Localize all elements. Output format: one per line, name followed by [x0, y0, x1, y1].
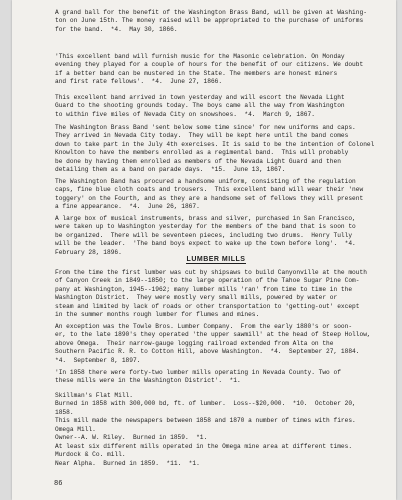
text-line: er, to the late 1890's they operated 'the upper sawmill' at the head of Steep Hollow,	[55, 331, 371, 339]
section-heading	[55, 256, 377, 264]
text-line: Skillman's Flat Mill.	[55, 392, 133, 399]
text-line: This mill made the newspapers between 1858 and 1870 a number of times with fires.	[55, 417, 356, 425]
text-line: 'In 1858 there were forty-two lumber mills operating in Nevada County. Two of	[55, 369, 341, 376]
text-line: Near Alpha. Burned in 1859. *11. *1.	[55, 459, 200, 467]
text-line: down to take part in the July 4th exercises. It is said to be the intention of Colonel	[55, 140, 375, 148]
paragraph-instruments	[55, 215, 377, 257]
text-line: Washington District. They were mostly very small mills, powered by water or	[55, 294, 338, 302]
text-line: detailing them as a band on parade days. *15. June 13, 1867.	[55, 166, 286, 174]
paragraph-1858-mills	[55, 369, 377, 386]
page-number: 86	[54, 480, 63, 488]
text-line: in the summer months rough lumber for flumes and mines.	[55, 311, 260, 319]
text-line: for the band. *4. May 30, 1866.	[55, 25, 178, 33]
paragraph-light-guard	[55, 94, 377, 119]
text-line: Burned in 1858 with 300,000 bd, ft. of lumber. Loss--$20,000. *10. October 20,	[55, 400, 356, 408]
text-line: At least six different mills operated in the Omega mine area at different times.	[55, 442, 353, 450]
text-line: and first rate fellows'. *4. June 27, 1866.	[55, 78, 223, 86]
text-line: Owner--A. W. Riley. Burned in 1859. *1.	[55, 434, 208, 442]
text-line: Omega Mill.	[55, 425, 96, 433]
text-line: The Washington Band has procured a handsome uniform, consisting of the regulation	[55, 178, 356, 185]
text-line: pany at Washington, 1945--1962; many lumber mills 'ran' from time to time in the	[55, 285, 353, 293]
text-line: caps, fine blue cloth coats and trousers. This excellent band will wear their 'new	[55, 186, 364, 194]
paragraph-handsome-uniform	[55, 178, 377, 212]
paragraph-lumber-intro	[55, 269, 377, 320]
text-line: 1858.	[55, 408, 74, 416]
text-line: An exception was the Towle Bros. Lumber Company. From the early 1880's or soon-	[55, 323, 353, 330]
text-line: They arrived in Nevada City today. They will be kept here until the band comes	[55, 132, 349, 140]
text-line: The Washington Brass Band 'sent below some time since' for new uniforms and caps.	[55, 124, 356, 131]
mill-list	[55, 392, 377, 468]
paragraph-masonic	[55, 53, 377, 87]
document-page	[12, 0, 396, 500]
text-line: ton on June 15th. The money raised will be appropriated to the purchase of uniforms	[55, 17, 364, 25]
text-line: toggery' on the Fourth, and as they are a handsome set of fellows they will present	[55, 194, 364, 202]
text-line: evening they played for a couple of hours for the benefit of our citizens. We doubt	[55, 61, 364, 69]
text-line: above Omega. Their narrow-gauge logging railroad extended from Alta on the	[55, 339, 334, 347]
text-line: This excellent band arrived in town yesterday and will escort the Nevada Light	[55, 94, 345, 101]
text-line: of Canyon Creek in 1849--1850; to the large operation of the Tahoe Sugar Pine Com-	[55, 277, 360, 285]
text-line: Knowlton to have the members enrolled as a regimental band. This will probably	[55, 149, 349, 157]
text-line: February 28, 1896.	[55, 248, 122, 256]
section-heading-text: LUMBER MILLS	[186, 256, 246, 263]
paragraph-uniforms-caps	[55, 124, 377, 175]
text-line: will be the leader. 'The band boys expect to wake up the town before long'. *4.	[55, 240, 356, 248]
text-line: if a better band can be mustered in the State. The members are honest miners	[55, 69, 338, 77]
text-line: be organized. There will be seventeen pieces, including two drums. Henry Tully	[55, 231, 353, 239]
text-line: Guard to the shooting grounds today. The boys came all the way from Washington	[55, 102, 345, 110]
text-line: Murdock & Co. mill.	[55, 451, 126, 459]
text-line: to within five miles of Nevada City on snowshoes. *4. March 9, 1867.	[55, 110, 315, 118]
paragraph-grand-ball	[55, 9, 377, 34]
text-line: were taken up to Washington yesterday for the members of the band that is soon to	[55, 223, 356, 231]
text-line: Southern Pacific R. R. to Cotton Hill, above Washington. *4. September 27, 1884.	[55, 348, 360, 356]
text-line: *4. September 8, 1897.	[55, 356, 141, 364]
text-line: 'This excellent band will furnish music for the Masonic celebration. On Monday	[55, 53, 345, 60]
text-line: be done by having them enrolled as members of the Nevada Light Guard and then	[55, 157, 341, 165]
paragraph-towle-bros	[55, 323, 377, 365]
text-line: a fine appearance. *4. June 26, 1867.	[55, 203, 200, 211]
text-line: A large box of musical instruments, brass and silver, purchased in San Francisco,	[55, 215, 356, 222]
text-line: A grand ball for the benefit of the Washington Brass Band, will be given at Washing-	[55, 9, 367, 16]
text-line: these mills were in the Washington District'. *1.	[55, 377, 241, 385]
text-line: steam and limited by lack of roads or other transportation to 'getting-out' except	[55, 302, 360, 310]
text-line: From the time the first lumber was cut by shipsaws to build Canyonville at the mouth	[55, 269, 367, 276]
